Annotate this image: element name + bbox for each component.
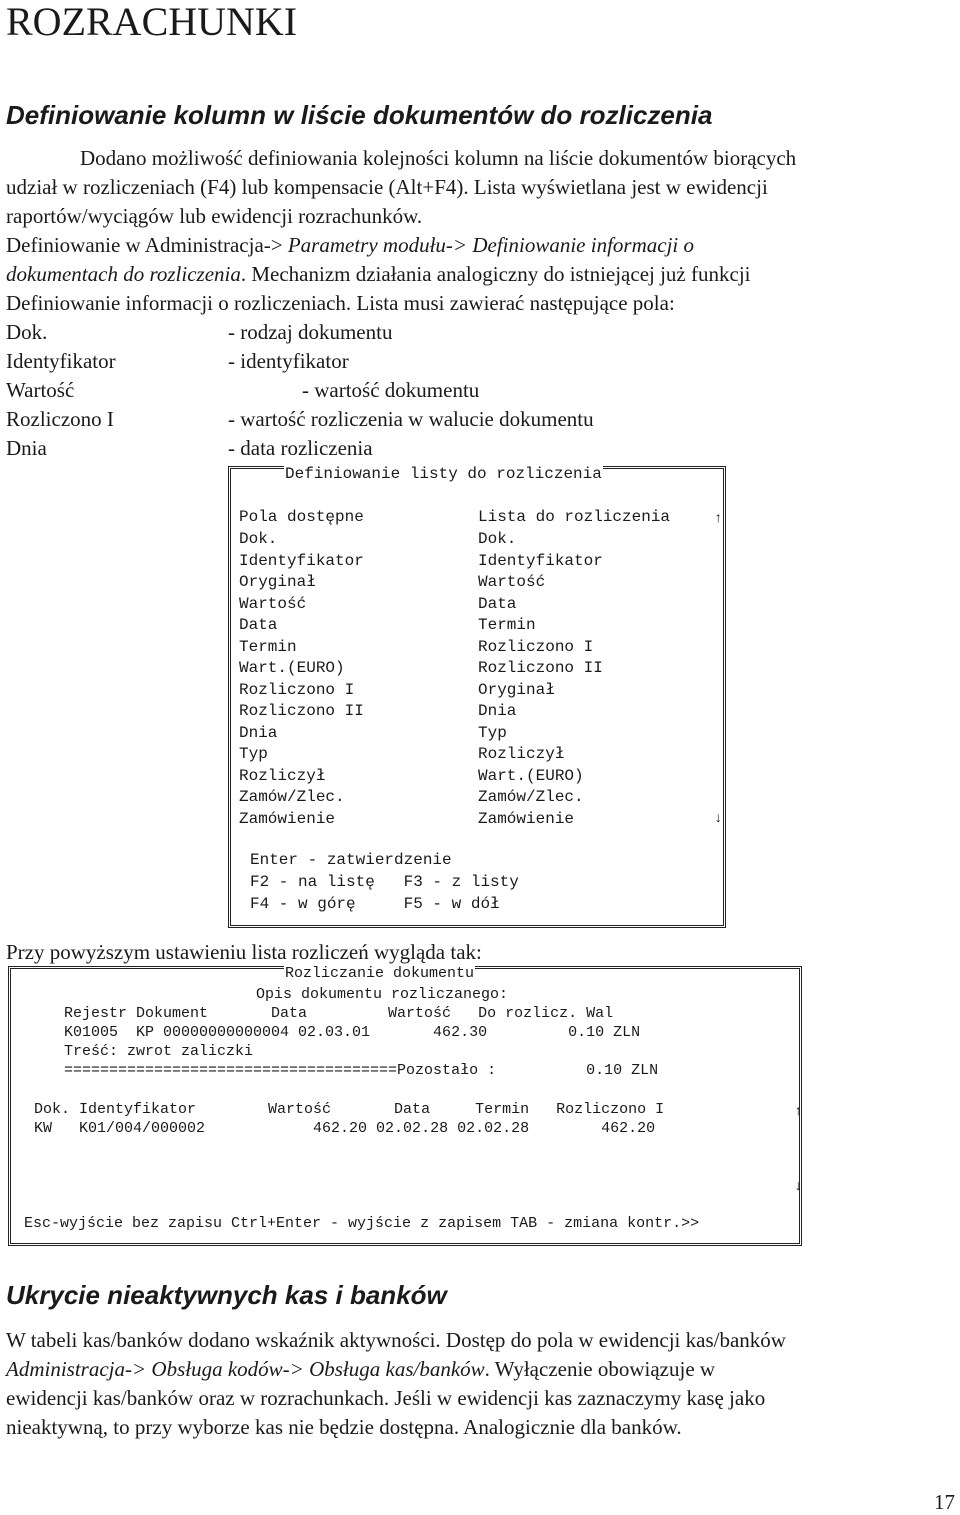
field-desc: - wartość rozliczenia w walucie dokumentu [228, 407, 594, 431]
section-heading-cash-banks: Ukrycie nieaktywnych kas i banków [6, 1280, 447, 1310]
help-f2-f3: F2 - na listę F3 - z listy [250, 873, 519, 891]
page-title: ROZRACHUNKI [6, 0, 298, 44]
settle-document-dialog [8, 966, 802, 1246]
help-enter: Enter - zatwierdzenie [250, 851, 452, 869]
list-item[interactable]: Zamówienie [239, 809, 336, 828]
menu-path: Parametry modułu-> Definiowanie informacji o [287, 233, 694, 257]
list-item[interactable]: Rozliczono I [239, 680, 355, 699]
list-item[interactable]: Wartość [478, 573, 546, 591]
list-item[interactable]: Dnia [239, 723, 278, 742]
paragraph-line [6, 231, 694, 260]
list-item[interactable]: Identyfikator [239, 551, 364, 570]
list-item[interactable]: Rozliczył [478, 745, 565, 763]
settlement-list-header: Dok. Identyfikator Wartość Data Termin Rozliczono I [34, 1101, 665, 1118]
list-item[interactable]: Rozliczono II [478, 659, 603, 677]
field-desc: - data rozliczenia [228, 436, 373, 460]
list-item[interactable]: Termin [478, 616, 536, 634]
description-table-row: K01005 KP 00000000000004 02.03.01 462.30 0.10 ZLN [64, 1024, 641, 1041]
paragraph-line [6, 260, 751, 289]
list-item[interactable]: Rozliczono II [239, 702, 364, 720]
paragraph-line: W tabeli kas/banków dodano wskaźnik aktywności. Dostęp do pola w ewidencji kas/banków [6, 1328, 786, 1352]
define-list-dialog [228, 466, 726, 928]
available-fields-list [239, 529, 364, 830]
paragraph-line [6, 1355, 715, 1384]
transition-text: Przy powyższym ustawieniu lista rozliczeń wygląda tak: [6, 940, 482, 964]
list-item[interactable]: Identyfikator [478, 551, 603, 570]
description-content: Treść: zwrot zaliczki [64, 1043, 254, 1060]
available-fields-header: Pola dostępne [239, 508, 364, 526]
list-item[interactable]: Wart.(EURO) [239, 659, 345, 677]
help-f4-f5: F4 - w górę F5 - w dół [250, 895, 500, 913]
description-subtitle: Opis dokumentu rozliczanego: [256, 986, 509, 1003]
remaining-amount-line: =====================================Pozostało : 0.10 ZLN [64, 1062, 659, 1079]
list-item[interactable]: Dnia [478, 702, 517, 720]
paragraph-line: Definiowanie informacji o rozliczeniach. Lista musi zawierać następujące pola: [6, 291, 675, 315]
list-item[interactable]: Termin [239, 637, 297, 656]
field-desc: - identyfikator [228, 349, 349, 373]
page-number: 17 [934, 1490, 955, 1514]
list-item[interactable]: Oryginał [239, 573, 316, 591]
menu-path: Administracja-> Obsługa kodów-> Obsługa kas/banków [6, 1357, 485, 1381]
list-item[interactable]: Data [478, 594, 517, 613]
field-name: Dnia [6, 436, 47, 460]
list-item[interactable]: Dok. [478, 530, 517, 548]
field-desc: - rodzaj dokumentu [228, 320, 393, 344]
dialog-footer-shortcuts: Esc-wyjście bez zapisu Ctrl+Enter - wyjście z zapisem TAB - zmiana kontr.>> [24, 1215, 700, 1232]
list-item[interactable]: Zamówienie [478, 809, 575, 828]
dialog-title: Definiowanie listy do rozliczenia [285, 465, 602, 483]
text-segment: Definiowanie w Administracja-> [6, 233, 288, 257]
list-item[interactable]: Typ [478, 723, 507, 742]
list-item[interactable]: Zamów/Zlec. [478, 788, 584, 806]
scroll-up-icon[interactable]: ↑ [714, 511, 723, 527]
scroll-down-icon[interactable]: ↓ [794, 1179, 803, 1195]
text-segment: . Mechanizm działania analogiczny do istniejącej już funkcji [240, 262, 751, 286]
paragraph-line: Dodano możliwość definiowania kolejności kolumn na liście dokumentów biorących [80, 146, 797, 170]
field-name: Rozliczono I [6, 407, 114, 431]
settlement-list [478, 529, 603, 830]
paragraph-line: ewidencji kas/banków oraz w rozrachunkach. Jeśli w ewidencji kas zaznaczymy kasę jako [6, 1386, 766, 1410]
description-table-header: Rejestr Dokument Data Wartość Do rozlicz. Wal [64, 1005, 614, 1022]
paragraph-line: raportów/wyciągów lub ewidencji rozrachunków. [6, 204, 423, 228]
settlement-list-header: Lista do rozliczenia [478, 508, 671, 526]
list-item[interactable]: Rozliczył [239, 766, 326, 785]
paragraph-line: udział w rozliczeniach (F4) lub kompensacie (Alt+F4). Lista wyświetlana jest w ewidencji [6, 175, 768, 199]
menu-path: dokumentach do rozliczenia [6, 262, 241, 286]
list-item[interactable]: Rozliczono I [478, 637, 594, 656]
list-item[interactable]: Data [239, 616, 278, 634]
field-desc: - wartość dokumentu [302, 378, 480, 402]
text-segment: . Wyłączenie obowiązuje w [484, 1357, 716, 1381]
field-name: Identyfikator [6, 349, 116, 373]
list-item[interactable]: Wart.(EURO) [478, 766, 584, 785]
list-item[interactable]: Zamów/Zlec. [239, 788, 345, 806]
paragraph-line: nieaktywną, to przy wyborze kas nie będzie dostępna. Analogicznie dla banków. [6, 1415, 682, 1439]
scroll-up-icon[interactable]: ↑ [794, 1104, 803, 1120]
field-name: Dok. [6, 320, 48, 344]
list-item[interactable]: Typ [239, 745, 268, 763]
list-item[interactable]: Dok. [239, 530, 278, 548]
table-row[interactable]: KW K01/004/000002 462.20 02.02.28 02.02.28 462.20 [34, 1120, 656, 1137]
section-heading-columns: Definiowanie kolumn w liście dokumentów do rozliczenia [6, 100, 713, 130]
field-name: Wartość [6, 378, 75, 402]
scroll-down-icon[interactable]: ↓ [714, 811, 723, 827]
dialog-title: Rozliczanie dokumentu [285, 965, 475, 982]
list-item[interactable]: Wartość [239, 594, 307, 613]
list-item[interactable]: Oryginał [478, 680, 555, 699]
